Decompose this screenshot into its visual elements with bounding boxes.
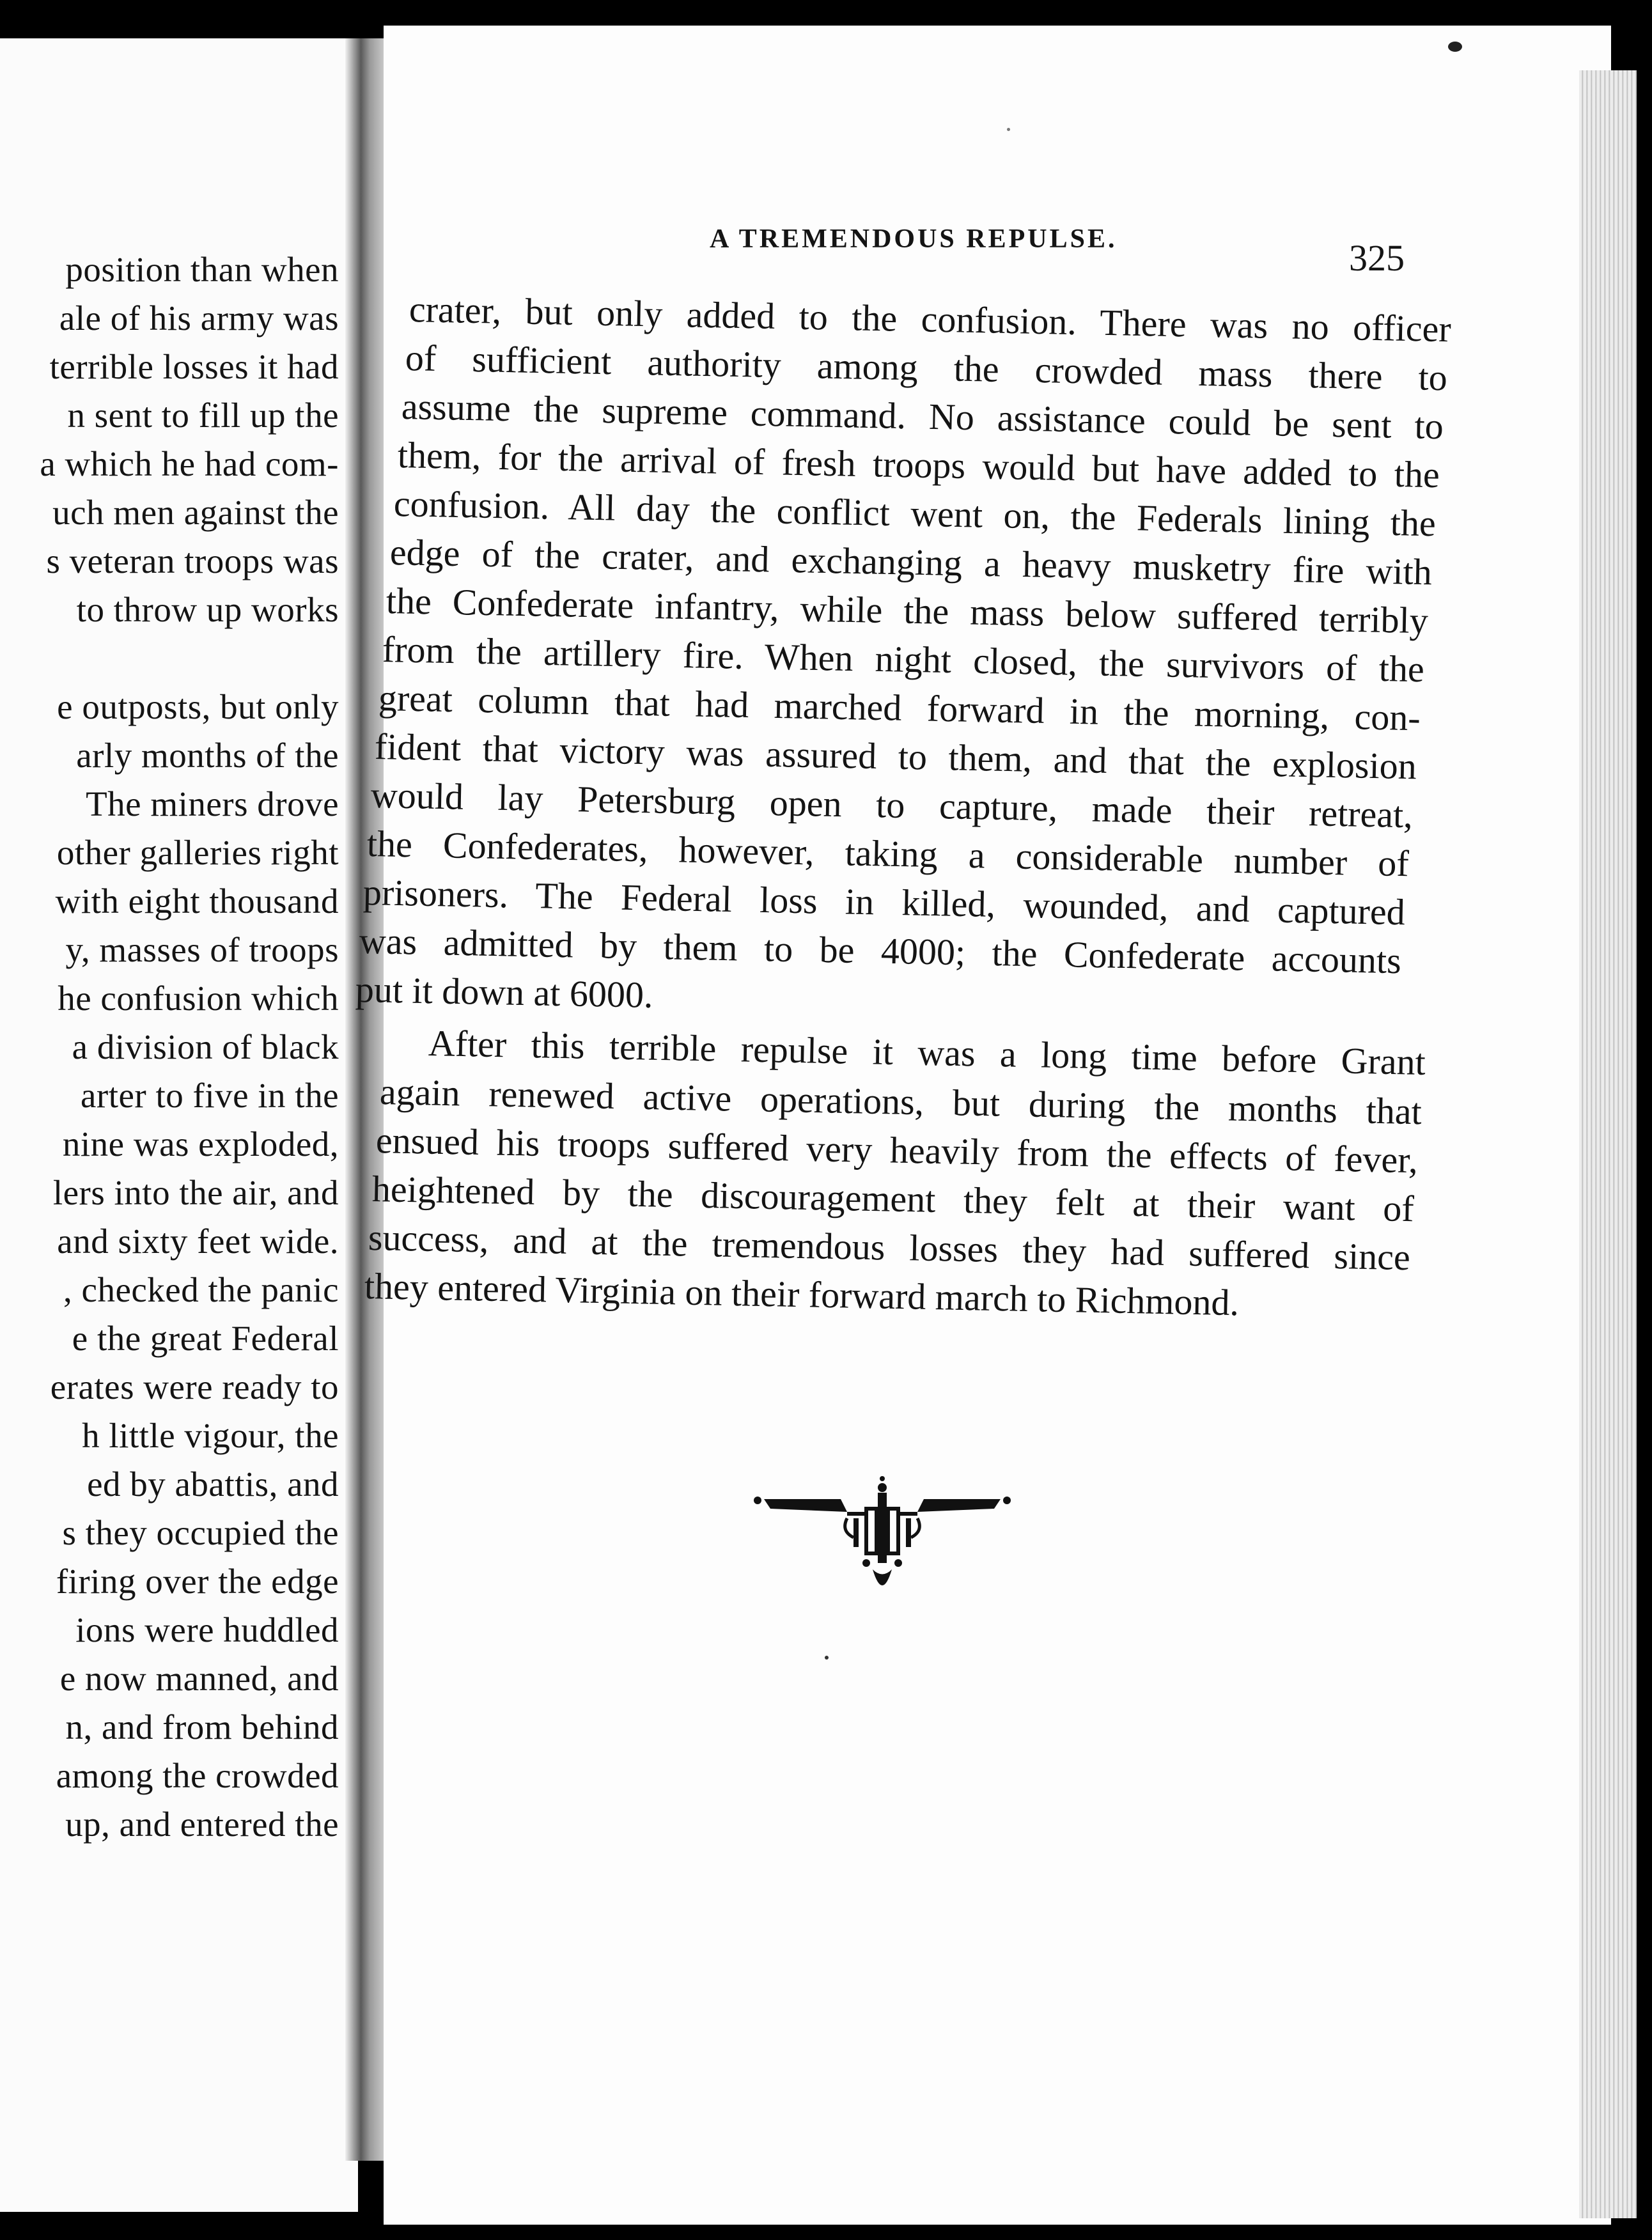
body-line: of sufficient authority among the crowded mass there to	[405, 337, 1448, 399]
tailpiece-ornament-icon	[751, 1474, 1013, 1601]
body-line: great column that had marched forward in the morning, con-	[378, 677, 1421, 739]
left-page	[0, 38, 358, 2212]
body-line: from the artillery fire. When night closed, the survivors of the	[382, 628, 1425, 690]
body-line: crater, but only added to the confusion. There was no officer	[409, 288, 1452, 350]
left-page-line: ions were huddled	[75, 1610, 339, 1649]
left-page-line: he confusion which	[58, 979, 339, 1018]
left-page-line: ale of his army was	[59, 299, 339, 338]
body-line: they entered Virginia on their forward march to Richmond.	[364, 1265, 1240, 1324]
left-page-line: up, and entered the	[65, 1805, 339, 1844]
left-page-line: The miners drove	[86, 784, 339, 823]
left-page-line: y, masses of troops	[65, 930, 339, 969]
page-number: 325	[1349, 237, 1405, 279]
running-head: A TREMENDOUS REPULSE.	[710, 224, 1118, 254]
body-line: would lay Petersburg open to capture, made their retreat,	[370, 774, 1414, 836]
left-page-line: e outposts, but only	[57, 687, 339, 726]
left-page-line: s veteran troops was	[46, 541, 339, 580]
page-edges	[1579, 70, 1637, 2218]
left-page-line: erates were ready to	[50, 1367, 339, 1406]
body-line: again renewed active operations, but during the months that	[379, 1071, 1422, 1133]
speck-mark	[825, 1656, 829, 1660]
left-page-line: ed by abattis, and	[87, 1465, 339, 1504]
left-page-line: firing over the edge	[56, 1562, 339, 1601]
body-line: assume the supreme command. No assistance could be sent to	[401, 385, 1444, 447]
left-page-line: arly months of the	[76, 736, 339, 775]
left-page-line: with eight thousand	[55, 882, 339, 921]
left-page-line: , checked the panic	[63, 1270, 339, 1309]
body-line: ensued his troops suffered very heavily from the effects of fever,	[375, 1119, 1419, 1181]
body-line: success, and at the tremendous losses they had suffered since	[368, 1217, 1411, 1279]
left-page-line: e the great Federal	[72, 1319, 339, 1358]
left-page-line: lers into the air, and	[52, 1173, 339, 1212]
left-page-line: uch men against the	[52, 493, 339, 532]
body-line: After this terrible repulse it was a long time before Grant	[428, 1022, 1426, 1083]
body-line: put it down at 6000.	[355, 968, 654, 1016]
body-line: the Confederate infantry, while the mass below suffered terribly	[386, 580, 1429, 642]
left-page-line: h little vigour, the	[82, 1416, 339, 1455]
body-line: heightened by the discouragement they felt at their want of	[371, 1168, 1415, 1230]
left-page-line: a which he had com-	[40, 444, 339, 483]
body-line: edge of the crater, and exchanging a heavy musketry fire with	[389, 531, 1433, 593]
speck-mark	[1007, 128, 1010, 131]
ink-blot-mark	[1448, 42, 1462, 52]
left-page-line: n, and from behind	[65, 1707, 339, 1746]
body-line: them, for the arrival of fresh troops would but have added to the	[397, 434, 1440, 496]
left-page-line: other galleries right	[56, 833, 339, 872]
left-page-line: e now manned, and	[59, 1659, 339, 1698]
left-page-line: a division of black	[72, 1027, 339, 1066]
left-page-line: s they occupied the	[62, 1513, 339, 1552]
left-page-line: and sixty feet wide.	[57, 1222, 339, 1261]
left-page-line: position than when	[65, 250, 339, 289]
left-page-line: terrible losses it had	[49, 347, 339, 386]
left-page-line: among the crowded	[56, 1756, 339, 1795]
body-line: fident that victory was assured to them, and that the explosion	[374, 726, 1417, 788]
body-line: was admitted by them to be 4000; the Confederate accounts	[359, 920, 1402, 982]
body-line: prisoners. The Federal loss in killed, wounded, and captured	[362, 871, 1406, 933]
left-page-line: nine was exploded,	[62, 1124, 339, 1163]
body-line: confusion. All day the conflict went on, the Federals lining the	[393, 483, 1437, 545]
left-page-line: n sent to fill up the	[67, 396, 339, 435]
left-page-line: to throw up works	[76, 590, 339, 629]
left-page-line: arter to five in the	[81, 1076, 339, 1115]
body-line: the Confederates, however, taking a considerable number of	[366, 823, 1410, 885]
